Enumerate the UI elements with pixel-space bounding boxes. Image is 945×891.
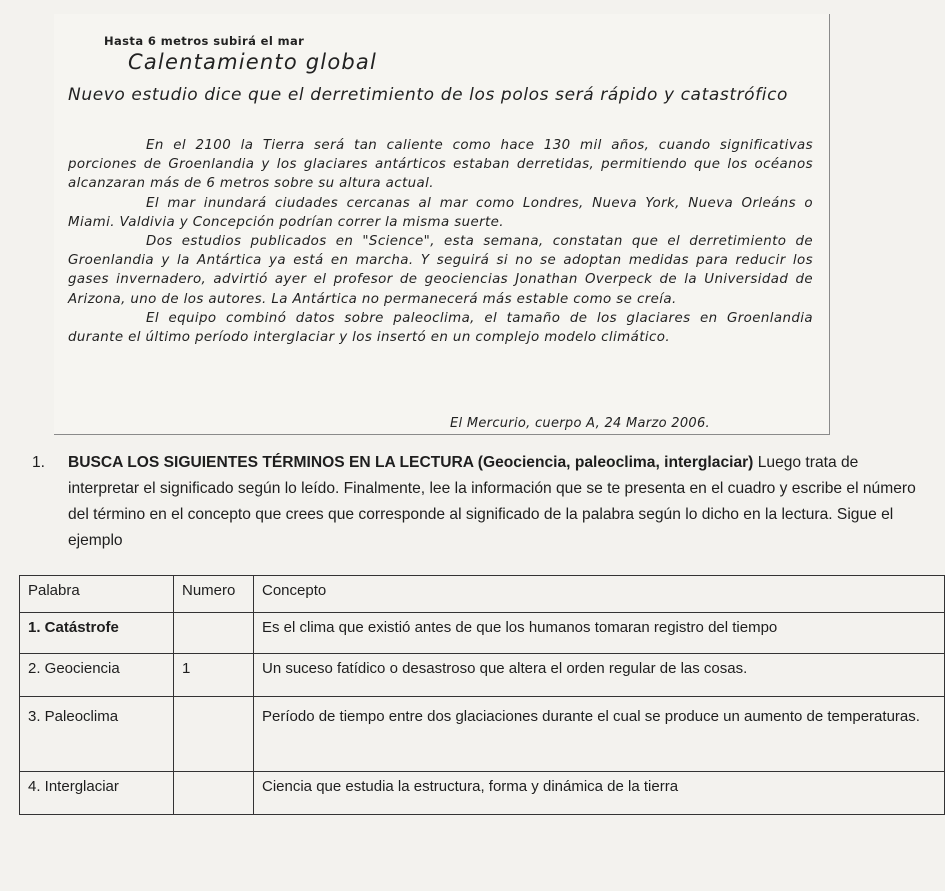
question-lead: BUSCA LOS SIGUIENTES TÉRMINOS EN LA LECTURA (Geociencia, paleoclima, interglaciar) [68, 454, 754, 471]
article-paragraph: Dos estudios publicados en "Science", esta semana, constatan que el derretimiento de Groenlandia y la Antártica ya está en marcha. Y seguirá si no se adoptan medidas para reducir los gases invernadero, advirtió ayer el profesor de geociencias Jonathan Overpeck de la Universidad de Arizona, uno de los autores. La Antártica no permanecerá más estable como se creía. [68, 234, 813, 307]
term-cell: 1. Catástrofe [20, 613, 174, 654]
article-body [68, 136, 813, 347]
term-cell: 3. Paleoclima [20, 697, 174, 772]
news-article [54, 14, 830, 435]
table-row [20, 613, 945, 654]
question-number: 1. [32, 454, 46, 471]
term-cell: 2. Geociencia [20, 654, 174, 697]
article-headline: Calentamiento global [128, 50, 378, 74]
table-row [20, 772, 945, 815]
concept-cell: Período de tiempo entre dos glaciaciones durante el cual se produce un aumento de temperaturas. [254, 697, 945, 772]
number-cell[interactable]: 1 [174, 654, 254, 697]
question-text-line1: Luego trata de [753, 454, 859, 471]
table-row [20, 654, 945, 697]
table-row [20, 697, 945, 772]
article-paragraph: En el 2100 la Tierra será tan caliente como hace 130 mil años, cuando significativas porciones de Groenlandia y los glaciares antárticos estaban derretidas, permitiendo que los océanos alcanzaran más de 6 metros sobre su altura actual. [68, 138, 813, 192]
term-cell: 4. Interglaciar [20, 772, 174, 815]
table-header: Numero [174, 576, 254, 613]
article-subhead: Nuevo estudio dice que el derretimiento de los polos será rápido y catastrófico [68, 85, 789, 105]
concept-cell: Un suceso fatídico o desastroso que altera el orden regular de las cosas. [254, 654, 945, 697]
terms-table [19, 575, 945, 815]
article-paragraph: El mar inundará ciudades cercanas al mar como Londres, Nueva York, Nueva Orleáns o Miami. Valdivia y Concepción podrían correr la misma suerte. [68, 195, 813, 230]
question-1 [32, 450, 922, 554]
article-kicker: Hasta 6 metros subirá el mar [104, 34, 305, 48]
number-cell[interactable] [174, 772, 254, 815]
number-cell[interactable] [174, 613, 254, 654]
number-cell[interactable] [174, 697, 254, 772]
table-header: Palabra [20, 576, 174, 613]
question-text: interpretar el significado según lo leído. Finalmente, lee la información que se te presenta en el cuadro y escribe el número del término en el concepto que crees que corresponde al significado de la palabra según lo dicho en la lectura. Sigue el ejemplo [68, 480, 916, 549]
table-header: Concepto [254, 576, 945, 613]
table-header-row [20, 576, 945, 613]
concept-cell: Ciencia que estudia la estructura, forma y dinámica de la tierra [254, 772, 945, 815]
article-source: El Mercurio, cuerpo A, 24 Marzo 2006. [450, 416, 710, 431]
concept-cell: Es el clima que existió antes de que los humanos tomaran registro del tiempo [254, 613, 945, 654]
article-paragraph: El equipo combinó datos sobre paleoclima, el tamaño de los glaciares en Groenlandia durante el último período interglaciar y los insertó en un complejo modelo climático. [68, 310, 813, 346]
